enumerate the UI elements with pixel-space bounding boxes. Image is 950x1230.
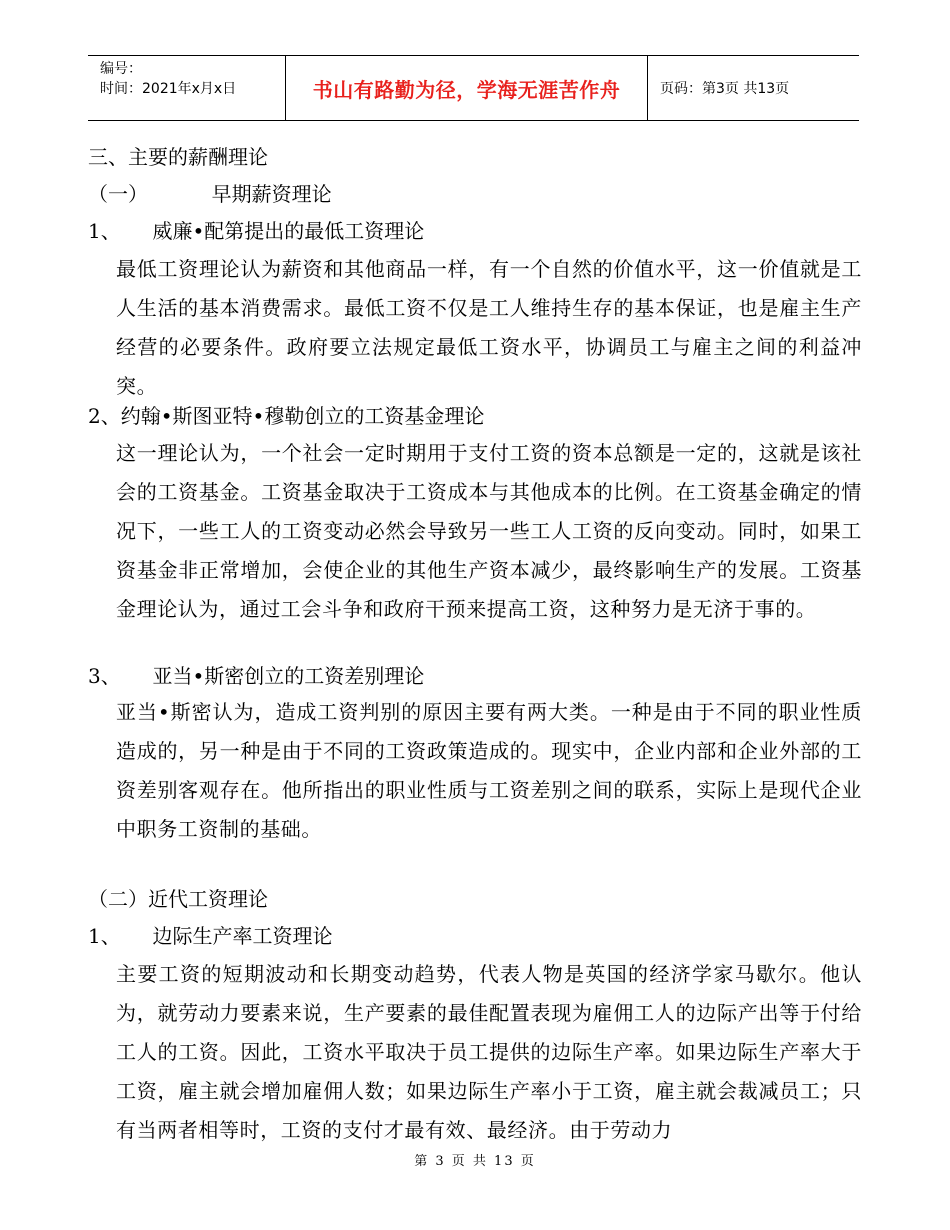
part1-item3-paragraph: 亚当•斯密认为，造成工资判别的原因主要有两大类。一种是由于不同的职业性质造成的，另一种是由于不同的工资政策造成的。现实中，企业内部和企业外部的工资差别客观存在。他所指出的职业性质与工资差别之间的联系，实际上是现代企业中职务工资制的基础。 [116, 700, 862, 841]
part2-title: （二）近代工资理论 [88, 887, 268, 911]
document-header [88, 55, 859, 121]
part2-item1-heading: 1、 边际生产率工资理论 [88, 924, 333, 948]
header-time-label: 时间：2021年x月x日 [100, 81, 237, 97]
part1-title: （一） 早期薪资理论 [88, 182, 332, 206]
part1-item3-heading: 3、 亚当•斯密创立的工资差别理论 [88, 664, 425, 688]
part2-item1-paragraph: 主要工资的短期波动和长期变动趋势，代表人物是英国的经济学家马歇尔。他认为，就劳动力要素来说，生产要素的最佳配置表现为雇佣工人的边际产出等于付给工人的工资。因此，工资水平取决于员工提供的边际生产率。如果边际生产率大于工资，雇主就会增加雇佣人数；如果边际生产率小于工资，雇主就会裁减员工；只有当两者相等时，工资的支付才最有效、最经济。由于劳动力 [116, 962, 862, 1142]
header-page-info: 页码：第3页 共13页 [660, 81, 790, 97]
part1-item1-heading: 1、 威廉•配第提出的最低工资理论 [88, 219, 425, 243]
part1-item2-heading: 2、约翰•斯图亚特•穆勒创立的工资基金理论 [88, 404, 485, 428]
header-meta [100, 59, 280, 99]
header-number-label: 编号： [100, 61, 142, 77]
section-title: 三、主要的薪酬理论 [88, 145, 268, 169]
part1-item1-paragraph: 最低工资理论认为薪资和其他商品一样，有一个自然的价值水平，这一价值就是工人生活的基本消费需求。最低工资不仅是工人维持生存的基本保证，也是雇主生产经营的必要条件。政府要立法规定最低工资水平，协调员工与雇主之间的利益冲突。 [116, 257, 862, 398]
page-footer: 第 3 页 共 13 页 [414, 1154, 536, 1169]
header-motto: 书山有路勤为径，学海无涯苦作舟 [285, 56, 648, 120]
part1-item2-paragraph: 这一理论认为，一个社会一定时期用于支付工资的资本总额是一定的，这就是该社会的工资基金。工资基金取决于工资成本与其他成本的比例。在工资基金确定的情况下，一些工人的工资变动必然会导致另一些工人工资的反向变动。同时，如果工资基金非正常增加，会使企业的其他生产资本减少，最终影响生产的发展。工资基金理论认为，通过工会斗争和政府干预来提高工资，这种努力是无济于事的。 [116, 441, 862, 621]
